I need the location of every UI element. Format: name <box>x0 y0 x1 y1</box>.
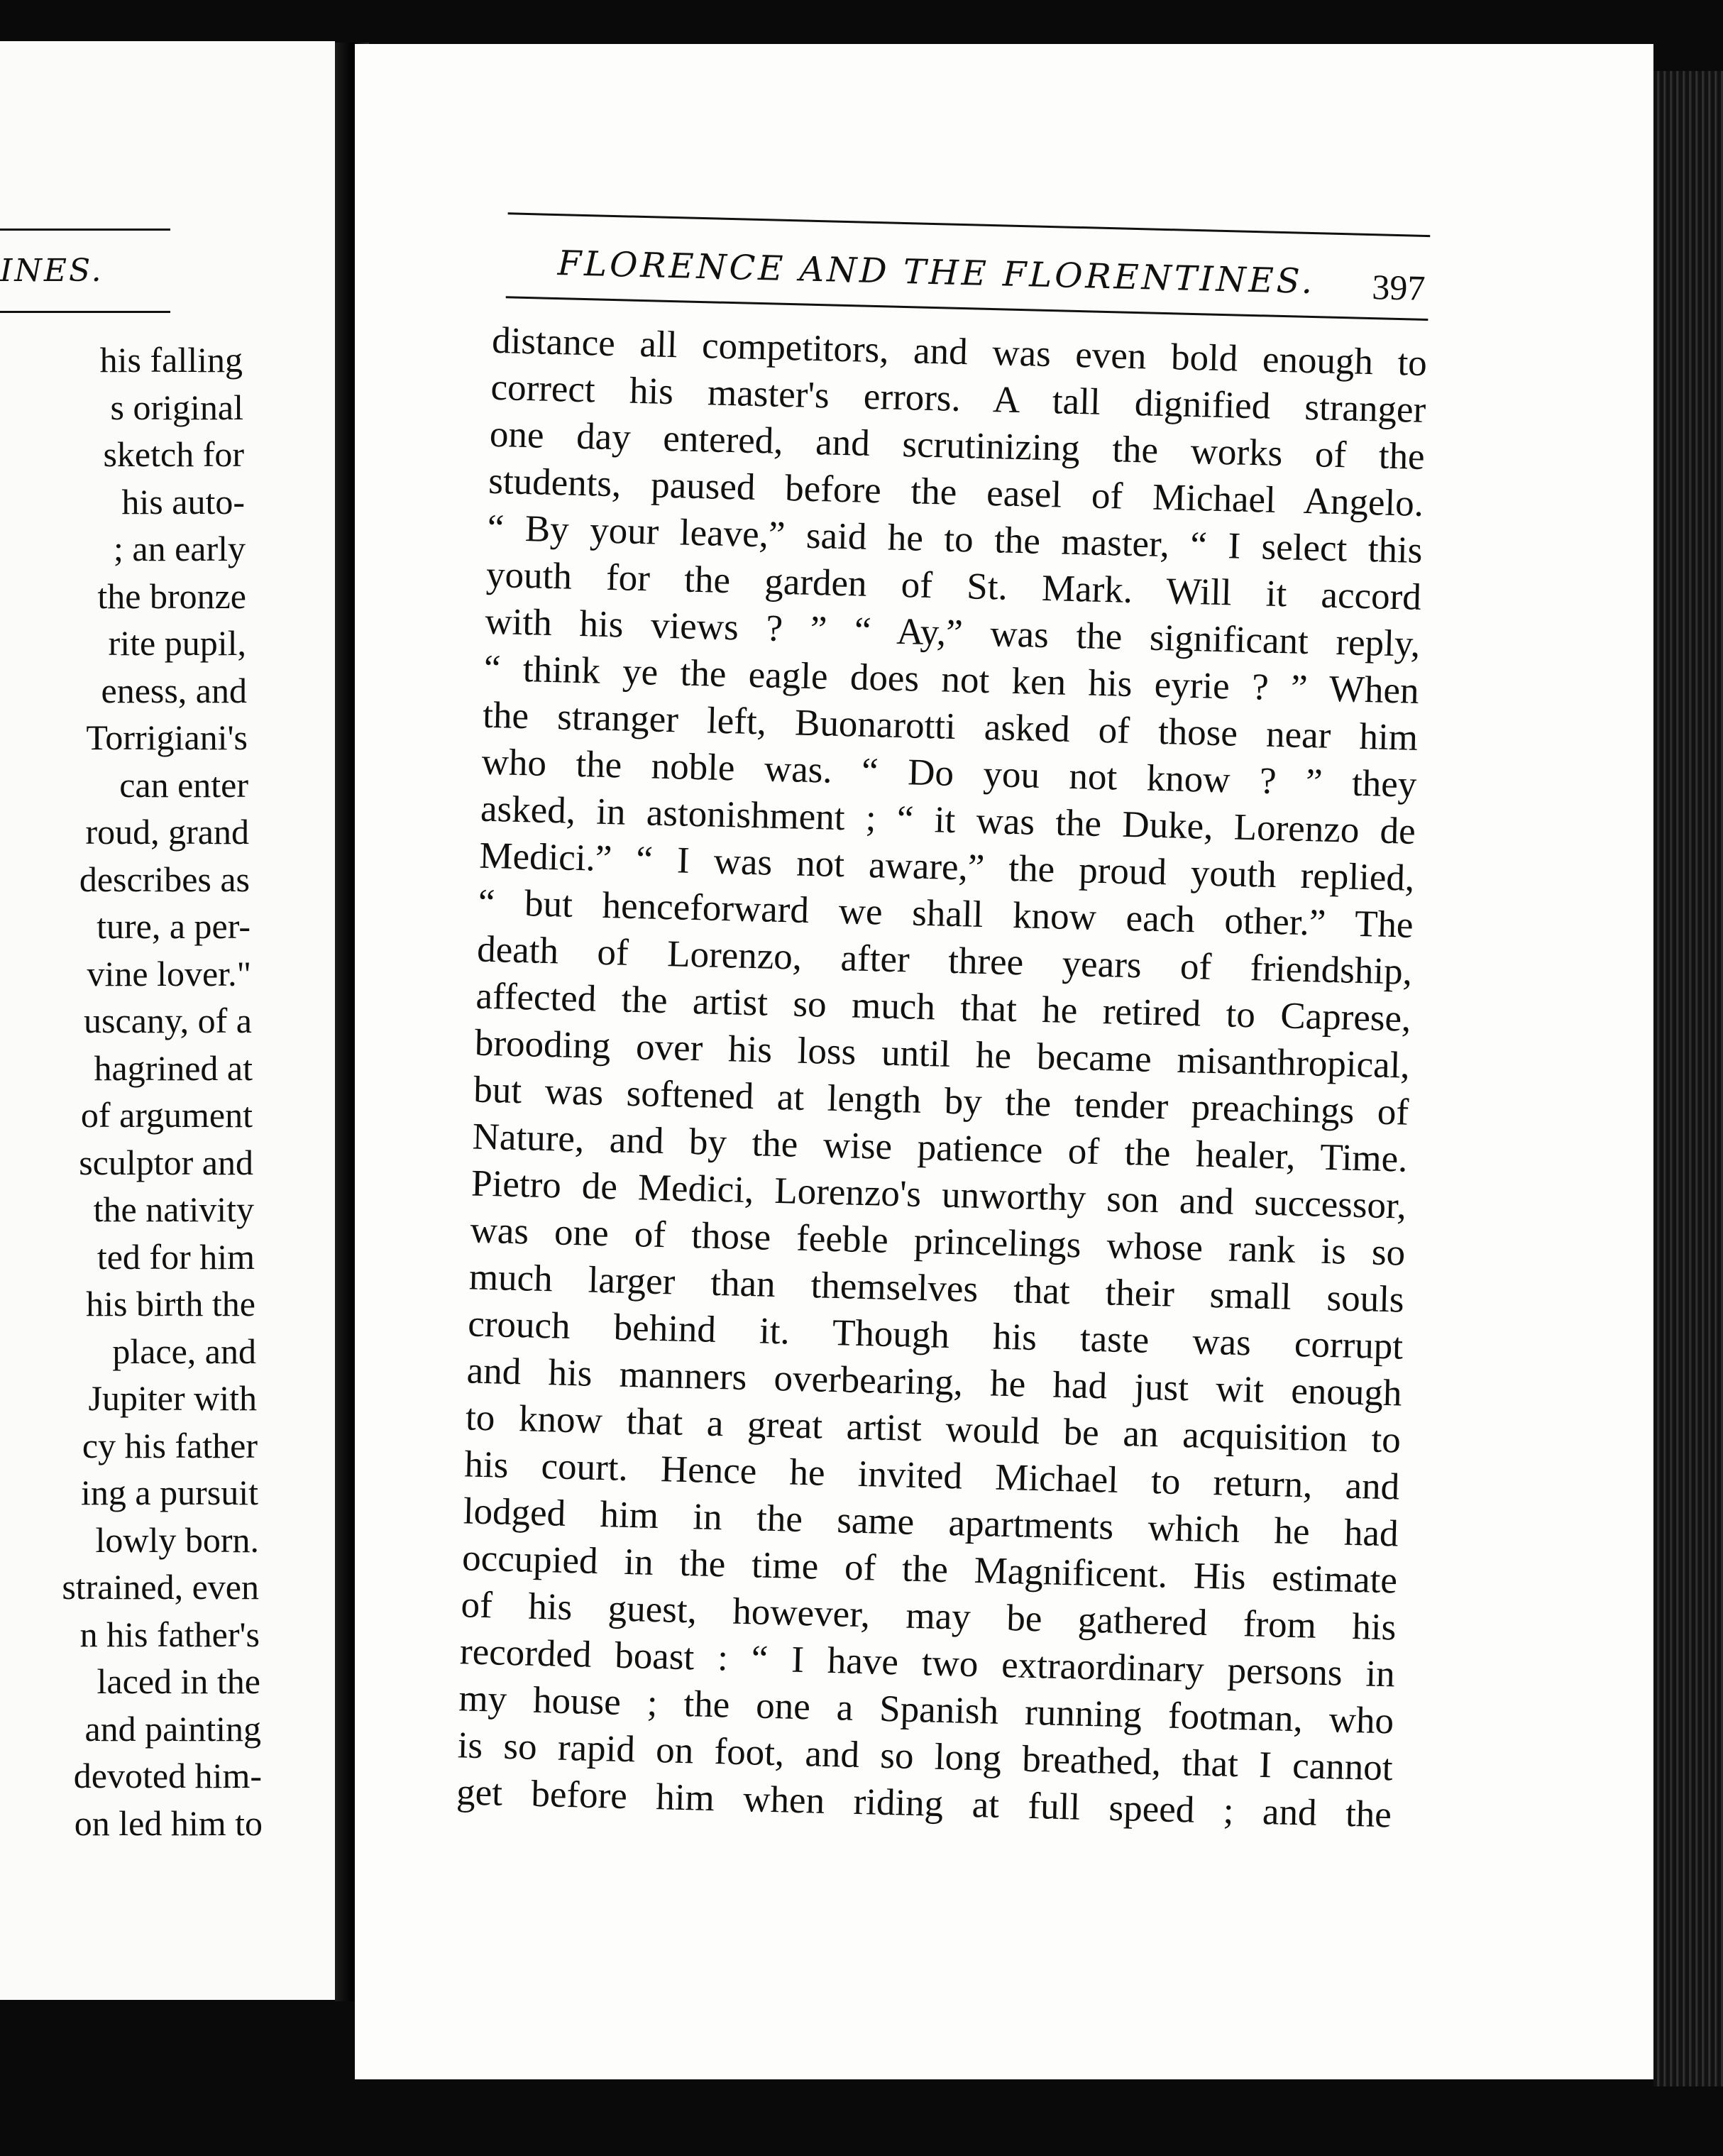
text-line: is so rapid on foot, and so long breathed, that I cannot <box>457 1725 1394 1789</box>
left-page <box>0 41 335 2000</box>
left-text-line: cy his father <box>82 1425 258 1465</box>
left-text-line: ; an early <box>113 529 246 568</box>
left-text-line: rite pupil, <box>108 623 246 663</box>
left-text-line: hagrined at <box>94 1047 253 1088</box>
text-line: but was softened at length by the tender preachings of <box>473 1069 1409 1133</box>
text-line: brooding over his loss until he became misanthropical, <box>474 1022 1411 1087</box>
text-line: Medici.” “ I was not aware,” the proud youth replied, <box>478 835 1415 899</box>
left-text-line: can enter <box>119 764 248 805</box>
right-page-content <box>355 44 1653 2079</box>
left-text-line: of argument <box>80 1095 253 1135</box>
running-head: FLORENCE AND THE FLORENTINES. <box>557 243 1316 302</box>
left-text-line: on led him to <box>74 1803 263 1843</box>
left-text-line: strained, even <box>62 1567 259 1607</box>
text-line: of his guest, however, may be gathered from his <box>460 1584 1397 1649</box>
left-text-line: sketch for <box>103 434 244 474</box>
text-line: distance all competitors, and was even bold enough to <box>491 319 1428 385</box>
text-line: who the noble was. “ Do you not know ? ” they <box>481 741 1418 805</box>
text-line: crouch behind it. Though his taste was corrupt <box>467 1303 1404 1368</box>
left-text-line: ing a pursuit <box>81 1473 258 1512</box>
left-text-line: and painting <box>84 1708 261 1749</box>
left-running-head-fragment: INES. <box>0 253 104 289</box>
text-line: “ but henceforward we shall know each other.” The <box>478 881 1414 946</box>
left-text-line: sculptor and <box>79 1142 253 1182</box>
text-line: Nature, and by the wise patience of the healer, Time. <box>472 1116 1409 1180</box>
left-text-line: his falling <box>99 340 243 380</box>
text-line: one day entered, and scrutinizing the works of the <box>489 413 1426 478</box>
left-header-rule-bottom <box>0 311 170 313</box>
left-text-line: place, and <box>112 1331 256 1371</box>
left-text-line: uscany, of a <box>84 1001 252 1040</box>
text-line: “ think ye the eagle does not ken his eyrie ? ” When <box>483 647 1420 712</box>
text-line: was one of those feeble princelings whose rank is so <box>469 1209 1406 1274</box>
text-line: youth for the garden of St. Mark. Will it accord <box>485 554 1422 618</box>
left-text-line: eness, and <box>101 670 247 710</box>
left-text-line: his auto- <box>121 481 245 522</box>
left-text-line: vine lover." <box>87 953 251 994</box>
left-text-line: describes as <box>79 859 250 899</box>
header-rule-top <box>508 212 1431 237</box>
text-line: get before him when riding at full speed ; and the <box>456 1771 1392 1836</box>
left-text-line: roud, grand <box>85 812 249 852</box>
text-line: my house ; the one a Spanish running footman, who <box>458 1678 1394 1742</box>
text-line: the stranger left, Buonarotti asked of those near him <box>482 694 1419 759</box>
body-text <box>456 317 1427 1839</box>
right-page <box>355 44 1653 2079</box>
text-line: students, paused before the easel of Michael Angelo. <box>488 460 1424 524</box>
left-text-line: lowly born. <box>95 1519 259 1560</box>
text-line: Pietro de Medici, Lorenzo's unworthy son and successor, <box>470 1162 1407 1227</box>
left-text-line: devoted him- <box>73 1756 262 1795</box>
left-text-line: the bronze <box>97 576 246 616</box>
text-line: “ By your leave,” said he to the master, “ I select this <box>487 507 1424 571</box>
text-line: his court. Hence he invited Michael to return, and <box>463 1443 1400 1508</box>
left-text-line: s original <box>110 387 243 427</box>
text-line: death of Lorenzo, after three years of friendship, <box>476 928 1413 993</box>
left-text-line: Torrigiani's <box>86 717 248 757</box>
left-text-line: the nativity <box>93 1189 254 1229</box>
text-line: with his views ? ” “ Ay,” was the significant reply, <box>484 600 1421 665</box>
text-line: occupied in the time of the Magnificent. His estimate <box>461 1537 1398 1602</box>
text-line: asked, in astonishment ; “ it was the Duke, Lorenzo de <box>480 788 1416 852</box>
text-line: much larger than themselves that their small souls <box>468 1256 1405 1321</box>
text-line: recorded boast : “ I have two extraordinary persons in <box>459 1631 1396 1695</box>
left-text-line: laced in the <box>97 1661 260 1701</box>
text-line: affected the artist so much that he retired to Caprese, <box>475 975 1411 1040</box>
page-number: 397 <box>1371 267 1426 308</box>
left-text-line: his birth the <box>86 1284 255 1324</box>
left-text-line: ture, a per- <box>97 906 251 946</box>
text-line: to know that a great artist would be an acquisition to <box>465 1397 1402 1461</box>
text-line: correct his master's errors. A tall dignified stranger <box>490 366 1426 431</box>
left-header-rule-top <box>0 229 170 231</box>
text-line: and his manners overbearing, he had just wit enough <box>466 1350 1403 1414</box>
page-edges <box>1653 71 1723 2086</box>
left-text-line: n his father's <box>79 1614 260 1654</box>
text-line: lodged him in the same apartments which he had <box>463 1490 1399 1555</box>
left-text-line: Jupiter with <box>88 1378 257 1418</box>
left-text-line: ted for him <box>97 1236 255 1277</box>
